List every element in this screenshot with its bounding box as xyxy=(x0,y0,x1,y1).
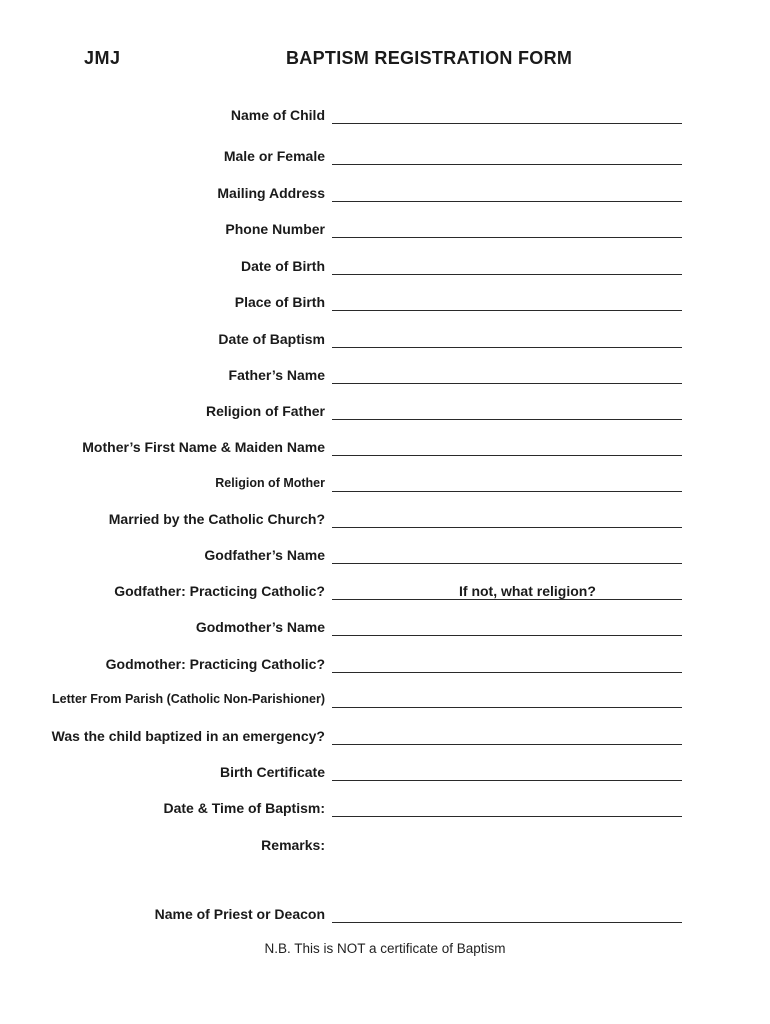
input-line-religion-of-father[interactable] xyxy=(332,419,682,420)
field-label: Place of Birth xyxy=(234,294,325,310)
field-label: Religion of Mother xyxy=(215,476,325,490)
field-label: Date & Time of Baptism: xyxy=(163,800,325,816)
field-label: Father’s Name xyxy=(228,367,325,383)
field-phone-number xyxy=(0,219,770,239)
field-label: Godmother’s Name xyxy=(195,619,325,635)
field-label: Godmother: Practicing Catholic? xyxy=(105,656,325,672)
field-label: Mother’s First Name & Maiden Name xyxy=(82,439,325,455)
field-godfathers-name xyxy=(0,545,770,565)
input-line-priest-or-deacon[interactable] xyxy=(332,922,682,923)
input-line-godfathers-name[interactable] xyxy=(332,563,682,564)
input-line-name-of-child[interactable] xyxy=(332,123,682,124)
field-remarks xyxy=(0,835,770,855)
field-label: Name of Priest or Deacon xyxy=(154,906,325,922)
field-religion-of-mother xyxy=(0,473,770,493)
field-godmothers-name xyxy=(0,617,770,637)
input-line-date-of-birth[interactable] xyxy=(332,274,682,275)
field-fathers-name xyxy=(0,365,770,385)
input-line-emergency-baptism[interactable] xyxy=(332,744,682,745)
field-married-by-church xyxy=(0,509,770,529)
field-label: Married by the Catholic Church? xyxy=(108,511,325,527)
field-date-of-birth xyxy=(0,256,770,276)
field-priest-or-deacon xyxy=(0,904,770,924)
field-label: Mailing Address xyxy=(217,185,325,201)
field-place-of-birth xyxy=(0,292,770,312)
field-label: Name of Child xyxy=(230,107,325,123)
field-date-time-of-baptism xyxy=(0,798,770,818)
input-line-male-or-female[interactable] xyxy=(332,164,682,165)
field-label: Remarks: xyxy=(261,837,325,853)
field-birth-certificate xyxy=(0,762,770,782)
field-label: Phone Number xyxy=(225,221,325,237)
input-line-fathers-name[interactable] xyxy=(332,383,682,384)
field-male-or-female xyxy=(0,146,770,166)
jmj-header: JMJ xyxy=(84,48,121,68)
input-line-religion-of-mother[interactable] xyxy=(332,491,682,492)
input-line-godmother-practicing[interactable] xyxy=(332,672,682,673)
input-line-mailing-address[interactable] xyxy=(332,201,682,202)
input-line-phone-number[interactable] xyxy=(332,237,682,238)
input-line-date-time-of-baptism[interactable] xyxy=(332,816,682,817)
field-religion-of-father xyxy=(0,401,770,421)
field-mailing-address xyxy=(0,183,770,203)
field-label: Godfather’s Name xyxy=(204,547,325,563)
input-line-godmothers-name[interactable] xyxy=(332,635,682,636)
not-a-certificate-note: N.B. This is NOT a certificate of Baptism xyxy=(264,941,506,956)
input-line-married-by-church[interactable] xyxy=(332,527,682,528)
input-line-place-of-birth[interactable] xyxy=(332,310,682,311)
field-godmother-practicing xyxy=(0,654,770,674)
field-mothers-name xyxy=(0,437,770,457)
field-name-of-child xyxy=(0,105,770,125)
input-line-birth-certificate[interactable] xyxy=(332,780,682,781)
field-label: Letter From Parish (Catholic Non-Parishioner) xyxy=(52,692,325,706)
input-line-mothers-name[interactable] xyxy=(332,455,682,456)
field-label: Godfather: Practicing Catholic? xyxy=(114,583,325,599)
field-letter-from-parish xyxy=(0,689,770,709)
field-label: Date of Baptism xyxy=(218,331,325,347)
field-label: Birth Certificate xyxy=(219,764,325,780)
field-emergency-baptism xyxy=(0,726,770,746)
input-line-date-of-baptism[interactable] xyxy=(332,347,682,348)
field-godfather-practicing xyxy=(0,581,770,601)
if-not-what-religion-note: If not, what religion? xyxy=(459,583,596,599)
field-label: Male or Female xyxy=(223,148,325,164)
field-label: Religion of Father xyxy=(206,403,325,419)
field-date-of-baptism xyxy=(0,329,770,349)
form-title: BAPTISM REGISTRATION FORM xyxy=(286,48,573,68)
input-line-letter-from-parish[interactable] xyxy=(332,707,682,708)
field-label: Date of Birth xyxy=(241,258,325,274)
field-label: Was the child baptized in an emergency? xyxy=(51,728,325,744)
